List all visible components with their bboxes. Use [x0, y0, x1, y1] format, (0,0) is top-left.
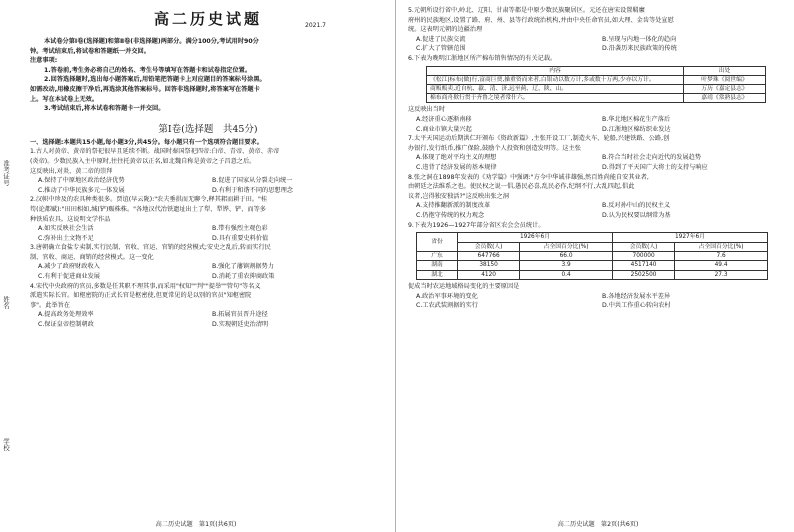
- note-line: 3.考试结束后,将本试卷和答题卡一并交回。: [44, 105, 165, 113]
- question-line: (炎帝)。少数民族入主中原时,往往托黄帝以正名,如北魏自称是黄帝之子昌意之后。: [30, 157, 256, 165]
- question-1: [30, 147, 386, 195]
- sidebar-school: 学校: [2, 438, 10, 451]
- option-a: A.保持了中原地区政治经济优势: [38, 177, 125, 185]
- question-line: 由朝廷之法维系之也。使民权之说一倡,愚民必喜,乱民必作,纪纲不行,大乱四起,倡此: [408, 183, 635, 191]
- option-b: B.各地经济发展水平差异: [602, 292, 671, 300]
- option-c: C.仍抱守传统的权力观念: [416, 211, 485, 219]
- option-c: C.扩大了管辖范围: [416, 45, 466, 53]
- page-footer: 高二历史试题 第1页(共6页): [155, 521, 237, 528]
- question-8: [408, 173, 788, 221]
- question-line: 1.古人对黄帝、黄帝的祭祀很早且延续不断。战国时秦国祭祀四帝:白帝、青帝、黄帝、赤帝: [30, 148, 280, 156]
- question-4: [30, 282, 386, 330]
- table-subheader: 占全国百分比(%): [675, 242, 768, 251]
- option-c: C.工农武装割据的实行: [416, 302, 478, 310]
- option-c: C.推动了中华民族多元一体发展: [38, 186, 125, 194]
- table-cell: 棉布商舟揿行贯于齐鲁之境者常什六。: [427, 94, 684, 103]
- option-b: B.符合当时社会走向近代的发展趋势: [602, 154, 702, 162]
- instructions: [30, 37, 386, 114]
- membership-table: [416, 232, 768, 280]
- question-line: 办银行,发行纸币,推广保险,鼓励个人投资和创造发明等。这主张: [408, 144, 581, 152]
- table-cell: 66.0: [520, 251, 613, 260]
- table-cell: 湖南: [417, 261, 458, 270]
- option-c: C.保证皇帝控制朝政: [38, 321, 94, 329]
- table-cell: 《松江)标布(做)行,富商巨贾,操重资而来者,白银动以数万计,多或数十万两,少亦以万计。: [427, 75, 684, 84]
- option-c: C.违背了经济发展的基本规律: [416, 163, 497, 171]
- sidebar-name: 姓名: [2, 296, 10, 309]
- question-line: 笱(论都赋):"田田相如,缄(铲)赈株株。"各地汉代冶铁遗址出土了犁、犁铧、铲、而等多: [30, 205, 266, 213]
- table-header: 1927年6月: [612, 233, 767, 242]
- notes-heading: 注意事项:: [30, 57, 58, 65]
- sources-table: [426, 66, 766, 104]
- options: [408, 153, 788, 172]
- option-b: B.反对孙中山的民权主义: [602, 202, 671, 210]
- table-row: [417, 261, 768, 270]
- note-line: 如需改动,用橡皮擦干净后,再选涂其他答案标号。回答非选择题时,将答案写在答题卡: [30, 85, 260, 93]
- question-7: [408, 134, 788, 172]
- question-line: 这反映出当时: [408, 106, 446, 114]
- section-title: 第Ⅰ卷(选择题 共45分): [158, 123, 258, 135]
- right-page: [402, 0, 794, 532]
- question-line: 府州的民族地区,设置了路、府、州、县等行政统治机构,并由中央任命官员,如大理、金齿等处宣慰: [408, 16, 674, 24]
- option-a: A.政治军事环境的变化: [416, 292, 478, 300]
- question-line: 促成当时农运地域格局变化的主要原因是: [408, 283, 520, 291]
- table-cell: 4120: [458, 270, 520, 279]
- page-footer: 高二历史试题 第2页(共6页): [557, 521, 639, 528]
- instruction-line: 本试卷分第Ⅰ卷(选择题)和第Ⅱ卷(非选择题)两部分。满分100分,考试用时90分: [44, 38, 259, 45]
- instruction-line: 钟。考试结束后,将试卷和答题纸一并交回。: [30, 47, 150, 55]
- option-d: D.具有重要史料价值: [212, 234, 269, 242]
- table-cell: 27.3: [675, 270, 768, 279]
- question-line: 6.下表为晚明江浙地区所产棉布销售情况的有关记载。: [408, 54, 557, 62]
- table-header: 省份: [417, 233, 458, 252]
- question-line: 种铁质农具。这说明文学作品: [30, 215, 111, 223]
- options: [30, 176, 386, 195]
- table-cell: 万历《嘉定县志》: [684, 84, 766, 93]
- table-row: [417, 270, 768, 279]
- question-line: 3.唐朝确立食盐专卖制,实行民制、官收、官运、官销的经营模式;安史之乱后,转而实行民: [30, 244, 271, 252]
- page-title: 高二历史试题: [153, 10, 262, 28]
- option-d: D.消耗了重农抑商政策: [212, 273, 275, 281]
- option-b: B.呈现与内地一体化的趋向: [602, 35, 677, 43]
- table-cell: 700000: [612, 251, 674, 260]
- question-line: 这反映出,对炎、黄二帝的崇拜: [30, 167, 113, 175]
- option-c: C.弥补出土文物不足: [38, 234, 94, 242]
- table-cell: 0.4: [520, 270, 613, 279]
- option-d: D.江浙地区棉纺织业发达: [602, 125, 671, 133]
- options: [408, 201, 788, 220]
- option-b: B.华北地区棉花生产落后: [602, 115, 671, 123]
- left-page: [0, 0, 392, 532]
- option-d: D.有利于和谐不同的思想理念: [212, 186, 293, 194]
- table-subheader: 会员数(人): [458, 242, 520, 251]
- option-d: D.沿袭历来民族政策的传统: [602, 45, 677, 53]
- option-a: A.支持推翻新派的制度改革: [416, 202, 491, 210]
- option-a: A.提高政务处理效率: [38, 311, 94, 319]
- question-line: 统。这表明元朝的边疆治理: [408, 26, 483, 34]
- table-subheader: 会员数(人): [612, 242, 674, 251]
- page-divider: [395, 0, 396, 532]
- table-header: 1926年6月: [458, 233, 613, 242]
- question-line: 派遣实际长官。如枢密院的正式长官是枢密使,但更常见的是以别的官员"知枢密院: [30, 292, 252, 300]
- options: [408, 115, 788, 134]
- table-cell: 49.4: [675, 261, 768, 270]
- option-d: D.认为民权要以纲常为基: [602, 211, 671, 219]
- question-2: [30, 195, 386, 243]
- options: [30, 262, 386, 281]
- question-line: 制、官收、商运、商销的经营模式。这一变化: [30, 253, 154, 261]
- option-a: A.减少了政府财政收入: [38, 263, 100, 271]
- option-b: B.强化了藩镇割据势力: [212, 263, 274, 271]
- question-5: [408, 6, 788, 54]
- note-line: 上。写在本试卷上无效。: [30, 95, 99, 103]
- table-cell: 7.6: [675, 251, 768, 260]
- question-line: 议者,岂得独安独活?"这反映出张之洞: [408, 192, 509, 200]
- question-line: 9.下表为1926—1927年部分省区农会会员统计。: [408, 221, 545, 229]
- table-row: [417, 251, 768, 260]
- question-line: 4.宋代中央政府的官员,多数是任其职不理其事,而采用"权知""判""提举""管句"等名义: [30, 282, 261, 290]
- option-c: C.商业市镇大量兴起: [416, 125, 472, 133]
- question-line: 2.汉帜中珍及的农具种类很多。贾谊(早云陇):"农夫垂拱而无聊令,释其耜而耕于田。"桂: [30, 196, 268, 204]
- table-cell: 广东: [417, 251, 458, 260]
- option-a: A.体现了绝对平均主义的理想: [416, 154, 497, 162]
- table-cell: 湖北: [417, 270, 458, 279]
- options: [30, 224, 386, 243]
- option-a: A.促进了民族交流: [416, 35, 466, 43]
- options: [408, 292, 788, 311]
- option-c: C.有利于促进商业发展: [38, 273, 100, 281]
- table-cell: 38150: [458, 261, 520, 270]
- option-a: A.如实反映社会生活: [38, 225, 94, 233]
- left-content: [30, 8, 386, 330]
- note-line: 2.回答选择题时,选出每小题答案后,用铅笔把答题卡上对应题目的答案标号涂黑。: [44, 76, 266, 84]
- right-content: [408, 6, 788, 311]
- question-line: 7.太平天国运动后期洪仁玕颁布《资政新篇》,主张开设工厂,制造火车、轮船,兴建铁路、公路,创: [408, 135, 670, 143]
- question-6: [408, 54, 788, 134]
- option-d: D.得到了平天国广大将士的支持与响应: [602, 163, 708, 171]
- option-d: D.中共工作重心转向农村: [602, 302, 671, 310]
- option-b: B.带有强烈主观色彩: [212, 225, 268, 233]
- table-cell: 嘉靖《常熟县志》: [684, 94, 766, 103]
- option-b: B.拓展官员晋升途径: [212, 311, 268, 319]
- table-cell: 2502500: [612, 270, 674, 279]
- question-line: 5.元朝所设行省中,岭北、辽阳、甘肃等都是中原少数民族聚居区。元还在唐宋设置羁縻: [408, 7, 645, 14]
- table-cell: 叶梦珠《阅世编》: [684, 75, 766, 84]
- table-header: 出处: [684, 66, 766, 75]
- table-cell: 商贩贩卖,近自杭、歙、清、济,远至蓟、辽、陕、山。: [427, 84, 684, 93]
- options: [408, 35, 788, 54]
- question-line: 事"。此举旨在: [30, 301, 70, 309]
- table-cell: 3.9: [520, 261, 613, 270]
- table-cell: 4517140: [612, 261, 674, 270]
- table-cell: 647766: [458, 251, 520, 260]
- note-line: 1.答卷前,考生务必将自己的姓名、考生号等填写在答题卡和试卷指定位置。: [44, 66, 252, 74]
- section-intro: 一、选择题:本题共15小题,每小题3分,共45分。每小题只有一个选项符合题目要求。: [30, 138, 263, 146]
- option-a: A.经济重心逐渐南移: [416, 115, 472, 123]
- exam-date: 2021.7: [305, 22, 326, 29]
- options: [30, 310, 386, 329]
- question-3: [30, 243, 386, 281]
- question-9: [408, 221, 788, 311]
- option-b: B.促进了国家从分裂走向统一: [212, 177, 293, 185]
- table-header: 内容: [427, 66, 684, 75]
- option-d: D.实现朝廷吏治清明: [212, 321, 269, 329]
- sidebar-exam-no: 准考证号: [2, 160, 10, 186]
- table-subheader: 占全国百分比(%): [520, 242, 613, 251]
- question-line: 8.张之洞在1898年发表的《劝学篇》中强调:"方今中华诚非雄强,然百姓尚能自安其业者,: [408, 173, 649, 181]
